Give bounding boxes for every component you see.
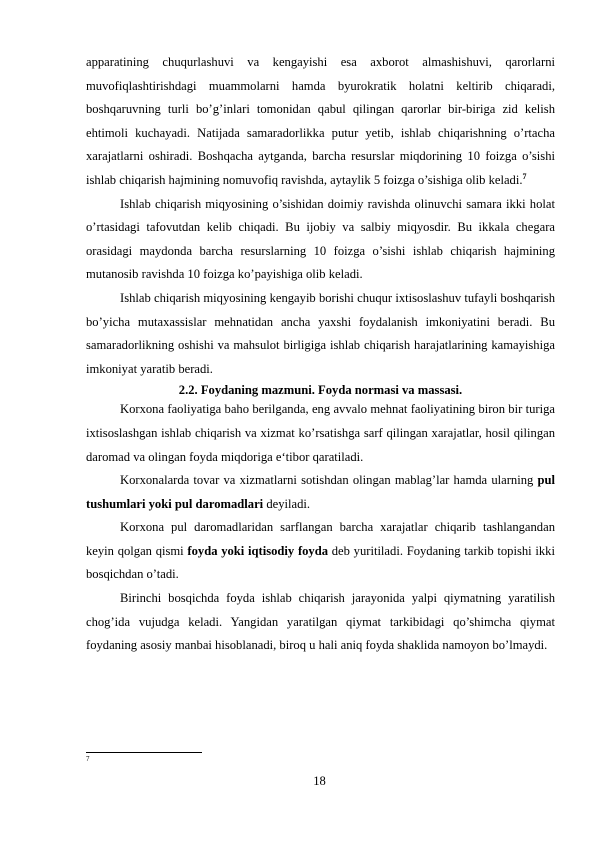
footnote-reference[interactable]: 7 xyxy=(522,171,527,181)
paragraph-4: Korxona faoliyatiga baho berilganda, eng avvalo mehnat faoliyatining biron bir turiga ixtisoslashgan ishlab chiqarish va xizmat ko’rsatishga sarf qilingan xarajatlar, hosil qilingan daromad va olingan foyda miqdoriga e‘tibor qaratiladi. xyxy=(86,402,555,464)
paragraph-7: Birinchi bosqichda foyda ishlab chiqarish jarayonida yalpi qiymatning yaratilish chog’ida vujudga keladi. Yangidan yaratilgan qiymat tarkibidagi qo’shimcha qiymat foydaning asosiy manbai hisoblanadi, biroq u hali aniq foyda shaklida namoyon bo’lmaydi. xyxy=(86,591,555,653)
paragraph-5 xyxy=(86,469,555,516)
section-heading: 2.2. Foydaning mazmuni. Foyda normasi va massasi. xyxy=(178,383,463,398)
page-body xyxy=(86,51,555,658)
paragraph-6-bold-term: foyda yoki iqtisodiy foyda xyxy=(187,543,329,558)
paragraph-2: Ishlab chiqarish miqyosining o’sishidan doimiy ravishda olinuvchi samara ikki holat o’rtasidagi tafovutdan kelib chiqadi. Bu ijobiy va salbiy miqyosdir. Bu ikkala chegara orasidagi maydonda barcha resurslarning 10 foizga o’sishi ishlab chiqarish hajmining mutanosib ravishda 10 foizga ko’payishiga olib keladi. xyxy=(86,196,555,282)
paragraph-6-text-a: Korxona pul daromadlaridan sarflangan barcha xarajatlar chiqarib tashlangandan keyin qolgan qismi xyxy=(86,520,555,558)
footnote-number: 7 xyxy=(86,755,90,763)
footnote-separator xyxy=(86,752,202,753)
paragraph-1-text: apparatining chuqurlashuvi va kengayishi esa axborot almashishuvi, qarorlarni muvofiqlashtirishdagi muammolarni hamda byurokratik holatni keltirib chiqaradi, boshqaruvning turli bo’g’inlari tomonidan qabul qilingan qarorlar bir-biriga zid kelish ehtimoli kuchayadi. Natijada samaradorlikka putur yetib, ishlab chiqarishning o’rtacha xarajatlarni oshiradi. Boshqacha aytganda, barcha resurslar miqdorining 10 foizga o’sishi ishlab chiqarish hajmining nomuvofiq ravishda, aytaylik 5 foizga o’sishiga olib keladi. xyxy=(86,55,555,187)
paragraph-6-text-b: deb yuritiladi. Foydaning tarkib topishi ikki bosqichdan o’tadi. xyxy=(86,543,555,582)
page-number: 18 xyxy=(313,774,326,788)
paragraph-5-text-a: Korxonalarda tovar va xizmatlarni sotishdan olingan mablag’lar hamda ularning xyxy=(120,473,538,488)
paragraph-5-bold-term: pul tushumlari yoki pul daromadlari xyxy=(86,473,555,511)
paragraph-1 xyxy=(86,51,555,193)
paragraph-3: Ishlab chiqarish miqyosining kengayib borishi chuqur ixtisoslashuv tufayli boshqarish bo’yicha mutaxassislar mehnatidan ancha yaxshi foydalanish imkoniyatini beradi. Bu samaradorlikning oshishi va mahsulot birligiga ishlab chiqarish harajatlarining kamayishiga imkoniyat yaratib beradi. xyxy=(86,290,555,376)
paragraph-5-text-b: deyiladi. xyxy=(263,496,311,511)
paragraph-6 xyxy=(86,516,555,587)
